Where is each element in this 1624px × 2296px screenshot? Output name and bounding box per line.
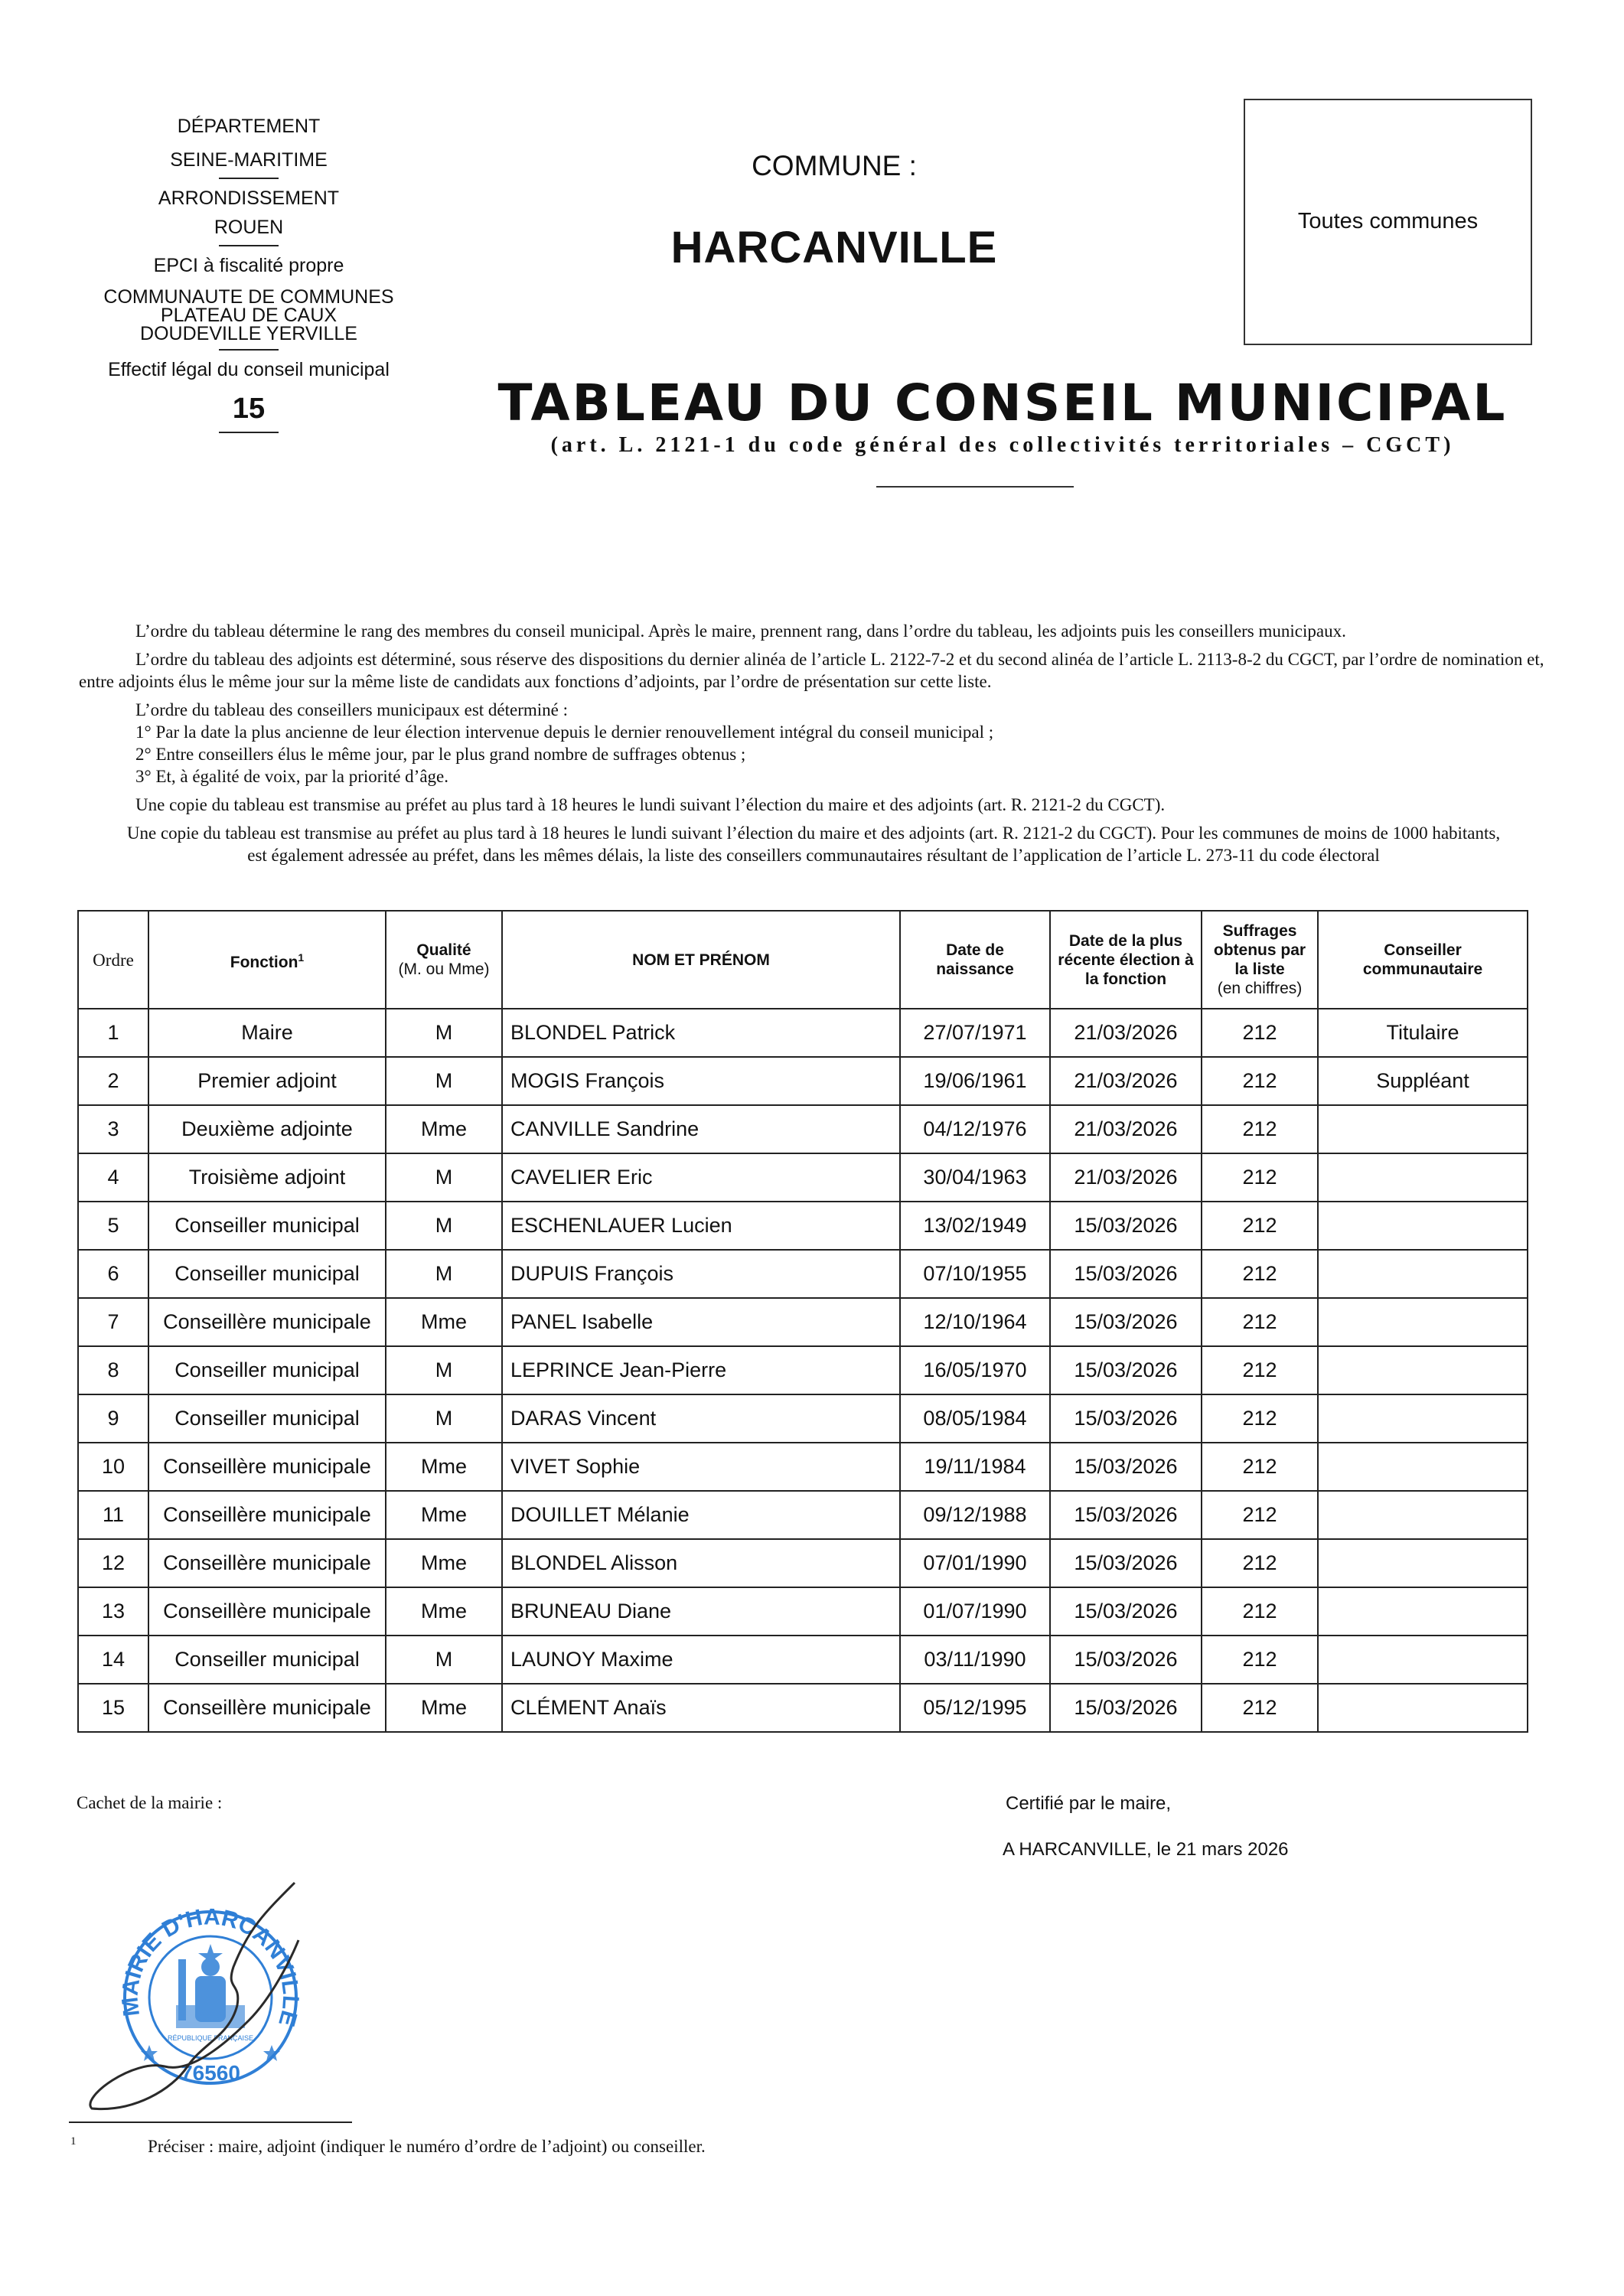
cell-fonction: Conseillère municipale xyxy=(148,1491,386,1539)
cell-qualite: Mme xyxy=(386,1491,502,1539)
table-header-row xyxy=(78,911,1528,1009)
cell-fonction: Conseiller municipal xyxy=(148,1394,386,1443)
header-fonction: Fonction$^1$ xyxy=(148,911,386,1009)
cell-communautaire xyxy=(1318,1202,1528,1250)
cell-ordre: 12 xyxy=(78,1539,148,1587)
cell-communautaire xyxy=(1318,1491,1528,1539)
intro-paragraph: L’ordre du tableau détermine le rang des membres du conseil municipal. Après le maire, prennent rang, dans l’ordre du tableau, les adjoints puis les conseillers municipaux. xyxy=(135,621,1346,641)
cell-fonction: Conseillère municipale xyxy=(148,1587,386,1636)
svg-text:RÉPUBLIQUE FRANÇAISE: RÉPUBLIQUE FRANÇAISE xyxy=(167,2034,254,2042)
cell-ordre: 1 xyxy=(78,1009,148,1057)
cell-election: 15/03/2026 xyxy=(1050,1298,1202,1346)
table-row xyxy=(78,1153,1528,1202)
cell-qualite: M xyxy=(386,1202,502,1250)
cell-suffrages: 212 xyxy=(1202,1539,1318,1587)
cell-communautaire xyxy=(1318,1394,1528,1443)
table-row xyxy=(78,1491,1528,1539)
intro-text xyxy=(79,620,1548,872)
cell-ordre: 11 xyxy=(78,1491,148,1539)
cell-qualite: Mme xyxy=(386,1539,502,1587)
cell-ordre: 3 xyxy=(78,1105,148,1153)
table-row xyxy=(78,1298,1528,1346)
epci-line: COMMUNAUTE DE COMMUNES xyxy=(103,286,394,308)
epci-label: EPCI à fiscalité propre xyxy=(153,255,344,276)
cell-suffrages: 212 xyxy=(1202,1394,1318,1443)
document-title: TABLEAU DU CONSEIL MUNICIPAL xyxy=(497,373,1508,432)
cell-ordre: 10 xyxy=(78,1443,148,1491)
cell-qualite: M xyxy=(386,1636,502,1684)
cell-communautaire xyxy=(1318,1105,1528,1153)
cell-election: 21/03/2026 xyxy=(1050,1105,1202,1153)
cell-fonction: Conseiller municipal xyxy=(148,1636,386,1684)
cell-naissance: 03/11/1990 xyxy=(900,1636,1050,1684)
cell-communautaire xyxy=(1318,1346,1528,1394)
ordering-rules xyxy=(79,699,1548,788)
cell-suffrages: 212 xyxy=(1202,1346,1318,1394)
document-subtitle: (art. L. 2121-1 du code général des collectivités territoriales – CGCT) xyxy=(550,433,1455,457)
cell-communautaire xyxy=(1318,1636,1528,1684)
cell-nom: BRUNEAU Diane xyxy=(502,1587,900,1636)
ordering-rule: 1° Par la date la plus ancienne de leur élection intervenue depuis le dernier renouvellement intégral du conseil municipal ; xyxy=(135,722,994,742)
departement-label: DÉPARTEMENT xyxy=(177,116,321,137)
svg-text:76560: 76560 xyxy=(181,2061,240,2085)
table-row xyxy=(78,1443,1528,1491)
commune-label: COMMUNE : xyxy=(752,150,917,181)
cell-election: 21/03/2026 xyxy=(1050,1009,1202,1057)
intro-paragraph: Une copie du tableau est transmise au préfet au plus tard à 18 heures le lundi suivant l’élection du maire et des adjoints (art. R. 2121-2 du CGCT). Pour les communes de moins de 1000 habitants, est également adressée au préfet, dans les mêmes délais, la liste des conseillers communautaires résultant de l’application de l’article L. 273-11 du code électoral xyxy=(126,823,1501,865)
table-row xyxy=(78,1539,1528,1587)
cell-suffrages: 212 xyxy=(1202,1202,1318,1250)
cell-election: 15/03/2026 xyxy=(1050,1443,1202,1491)
administrative-header xyxy=(77,115,421,441)
cell-naissance: 13/02/1949 xyxy=(900,1202,1050,1250)
cell-fonction: Maire xyxy=(148,1009,386,1057)
header-ordre: Ordre xyxy=(78,911,148,1009)
council-table xyxy=(77,910,1528,1733)
divider xyxy=(219,178,279,179)
cell-suffrages: 212 xyxy=(1202,1636,1318,1684)
cell-suffrages: 212 xyxy=(1202,1153,1318,1202)
cell-naissance: 07/10/1955 xyxy=(900,1250,1050,1298)
intro-paragraph: Une copie du tableau est transmise au préfet au plus tard à 18 heures le lundi suivant l’élection du maire et des adjoints (art. R. 2121-2 du CGCT). xyxy=(135,795,1166,814)
cell-fonction: Premier adjoint xyxy=(148,1057,386,1105)
arrondissement-label: ARRONDISSEMENT xyxy=(158,188,340,209)
cell-fonction: Conseillère municipale xyxy=(148,1539,386,1587)
departement-value: SEINE-MARITIME xyxy=(170,149,328,171)
table-row xyxy=(78,1009,1528,1057)
cell-election: 15/03/2026 xyxy=(1050,1346,1202,1394)
table-row xyxy=(78,1105,1528,1153)
table-row xyxy=(78,1587,1528,1636)
table-row xyxy=(78,1636,1528,1684)
header-suffrages: Suffrages obtenus par la liste (en chiffres) xyxy=(1202,911,1318,1009)
cell-qualite: M xyxy=(386,1009,502,1057)
cell-communautaire xyxy=(1318,1443,1528,1491)
cachet-label: Cachet de la mairie : xyxy=(77,1793,223,1812)
cell-nom: CLÉMENT Anaïs xyxy=(502,1684,900,1732)
cell-naissance: 01/07/1990 xyxy=(900,1587,1050,1636)
cell-qualite: Mme xyxy=(386,1587,502,1636)
cell-naissance: 19/11/1984 xyxy=(900,1443,1050,1491)
cell-nom: DUPUIS François xyxy=(502,1250,900,1298)
cell-nom: MOGIS François xyxy=(502,1057,900,1105)
cell-election: 15/03/2026 xyxy=(1050,1684,1202,1732)
cell-naissance: 12/10/1964 xyxy=(900,1298,1050,1346)
cell-nom: CANVILLE Sandrine xyxy=(502,1105,900,1153)
cell-fonction: Deuxième adjointe xyxy=(148,1105,386,1153)
cell-ordre: 6 xyxy=(78,1250,148,1298)
cell-nom: BLONDEL Alisson xyxy=(502,1539,900,1587)
cell-ordre: 4 xyxy=(78,1153,148,1202)
cell-communautaire xyxy=(1318,1153,1528,1202)
cell-qualite: M xyxy=(386,1346,502,1394)
footnote-text: Préciser : maire, adjoint (indiquer le numéro d’ordre de l’adjoint) ou conseiller. xyxy=(148,2137,706,2156)
cell-ordre: 5 xyxy=(78,1202,148,1250)
svg-text:MAIRIE D'HARCANVILLE: MAIRIE D'HARCANVILLE xyxy=(117,1904,304,2030)
cell-nom: LAUNOY Maxime xyxy=(502,1636,900,1684)
certification-label: Certifié par le maire, xyxy=(1006,1793,1172,1814)
table-row xyxy=(78,1057,1528,1105)
cell-nom: DOUILLET Mélanie xyxy=(502,1491,900,1539)
cell-fonction: Conseiller municipal xyxy=(148,1346,386,1394)
cell-suffrages: 212 xyxy=(1202,1057,1318,1105)
table-row xyxy=(78,1684,1528,1732)
header-communautaire: Conseiller communautaire xyxy=(1318,911,1528,1009)
intro-paragraph: L’ordre du tableau des adjoints est déterminé, sous réserve des dispositions du dernier alinéa de l’article L. 2122-7-2 et du second alinéa de l’article L. 2113-8-2 du CGCT, par l’ordre de nomination et, entre adjoints élus le même jour sur la même liste de candidats aux fonctions d’adjoints, par l’ordre de présentation sur cette liste. xyxy=(79,650,1544,691)
table-row xyxy=(78,1394,1528,1443)
divider xyxy=(219,349,279,351)
cell-fonction: Conseiller municipal xyxy=(148,1250,386,1298)
cell-qualite: M xyxy=(386,1057,502,1105)
cell-suffrages: 212 xyxy=(1202,1105,1318,1153)
cell-nom: ESCHENLAUER Lucien xyxy=(502,1202,900,1250)
cell-election: 15/03/2026 xyxy=(1050,1539,1202,1587)
cell-nom: LEPRINCE Jean-Pierre xyxy=(502,1346,900,1394)
ordering-rules-intro: L’ordre du tableau des conseillers municipaux est déterminé : xyxy=(135,700,569,719)
cell-nom: VIVET Sophie xyxy=(502,1443,900,1491)
cell-naissance: 07/01/1990 xyxy=(900,1539,1050,1587)
cell-fonction: Troisième adjoint xyxy=(148,1153,386,1202)
cell-fonction: Conseillère municipale xyxy=(148,1298,386,1346)
cell-communautaire xyxy=(1318,1250,1528,1298)
divider xyxy=(219,245,279,246)
cell-qualite: Mme xyxy=(386,1684,502,1732)
header-naissance: Date de naissance xyxy=(900,911,1050,1009)
cell-election: 21/03/2026 xyxy=(1050,1057,1202,1105)
cell-election: 15/03/2026 xyxy=(1050,1636,1202,1684)
table-row xyxy=(78,1346,1528,1394)
council-table-wrapper xyxy=(77,910,1527,1733)
divider xyxy=(219,432,279,433)
cell-communautaire: Suppléant xyxy=(1318,1057,1528,1105)
effectif-label: Effectif légal du conseil municipal xyxy=(108,359,390,380)
cell-election: 15/03/2026 xyxy=(1050,1491,1202,1539)
cell-ordre: 15 xyxy=(78,1684,148,1732)
arrondissement-value: ROUEN xyxy=(214,217,284,238)
ordering-rule: 3° Et, à égalité de voix, par la priorité d’âge. xyxy=(135,767,448,786)
cell-suffrages: 212 xyxy=(1202,1587,1318,1636)
cell-communautaire xyxy=(1318,1539,1528,1587)
cell-ordre: 8 xyxy=(78,1346,148,1394)
cell-suffrages: 212 xyxy=(1202,1443,1318,1491)
mairie-stamp-icon xyxy=(88,1867,310,2120)
cell-ordre: 7 xyxy=(78,1298,148,1346)
cell-naissance: 19/06/1961 xyxy=(900,1057,1050,1105)
cell-communautaire: Titulaire xyxy=(1318,1009,1528,1057)
cell-election: 15/03/2026 xyxy=(1050,1250,1202,1298)
header-nom: NOM ET PRÉNOM xyxy=(502,911,900,1009)
cell-suffrages: 212 xyxy=(1202,1684,1318,1732)
cell-naissance: 08/05/1984 xyxy=(900,1394,1050,1443)
place-date: A HARCANVILLE, le 21 mars 2026 xyxy=(1003,1839,1289,1860)
cell-nom: BLONDEL Patrick xyxy=(502,1009,900,1057)
footnote-divider xyxy=(69,2122,352,2123)
commune-name: HARCANVILLE xyxy=(670,223,998,272)
cell-qualite: M xyxy=(386,1250,502,1298)
cell-naissance: 09/12/1988 xyxy=(900,1491,1050,1539)
effectif-value: 15 xyxy=(232,393,266,425)
table-row xyxy=(78,1202,1528,1250)
cell-naissance: 30/04/1963 xyxy=(900,1153,1050,1202)
cell-qualite: Mme xyxy=(386,1105,502,1153)
cell-election: 15/03/2026 xyxy=(1050,1394,1202,1443)
cell-nom: DARAS Vincent xyxy=(502,1394,900,1443)
cell-communautaire xyxy=(1318,1684,1528,1732)
epci-line: DOUDEVILLE YERVILLE xyxy=(140,323,357,344)
epci-line: PLATEAU DE CAUX xyxy=(160,305,338,326)
cell-communautaire xyxy=(1318,1587,1528,1636)
cell-qualite: Mme xyxy=(386,1443,502,1491)
cell-qualite: M xyxy=(386,1153,502,1202)
cell-fonction: Conseillère municipale xyxy=(148,1443,386,1491)
header-election: Date de la plus récente élection à la fonction xyxy=(1050,911,1202,1009)
cell-election: 21/03/2026 xyxy=(1050,1153,1202,1202)
cell-fonction: Conseiller municipal xyxy=(148,1202,386,1250)
footnote-ref: 1 xyxy=(298,951,305,964)
cell-suffrages: 212 xyxy=(1202,1250,1318,1298)
cell-ordre: 2 xyxy=(78,1057,148,1105)
ordering-rule: 2° Entre conseillers élus le même jour, par le plus grand nombre de suffrages obtenus ; xyxy=(135,745,746,764)
council-table-body xyxy=(78,1009,1528,1732)
cell-qualite: M xyxy=(386,1394,502,1443)
cell-communautaire xyxy=(1318,1298,1528,1346)
cell-ordre: 9 xyxy=(78,1394,148,1443)
cell-naissance: 16/05/1970 xyxy=(900,1346,1050,1394)
cell-suffrages: 212 xyxy=(1202,1009,1318,1057)
cell-nom: CAVELIER Eric xyxy=(502,1153,900,1202)
cell-naissance: 05/12/1995 xyxy=(900,1684,1050,1732)
cell-election: 15/03/2026 xyxy=(1050,1202,1202,1250)
cell-fonction: Conseillère municipale xyxy=(148,1684,386,1732)
cell-naissance: 27/07/1971 xyxy=(900,1009,1050,1057)
cell-suffrages: 212 xyxy=(1202,1298,1318,1346)
cell-suffrages: 212 xyxy=(1202,1491,1318,1539)
title-divider xyxy=(876,486,1074,488)
header-qualite: Qualité (M. ou Mme) xyxy=(386,911,502,1009)
commune-type-label: Toutes communes xyxy=(1297,209,1479,233)
footnote-number: 1 xyxy=(70,2135,77,2148)
cell-election: 15/03/2026 xyxy=(1050,1587,1202,1636)
cell-qualite: Mme xyxy=(386,1298,502,1346)
table-row xyxy=(78,1250,1528,1298)
cell-ordre: 13 xyxy=(78,1587,148,1636)
cell-nom: PANEL Isabelle xyxy=(502,1298,900,1346)
cell-ordre: 14 xyxy=(78,1636,148,1684)
commune-type-box xyxy=(1244,99,1532,345)
cell-naissance: 04/12/1976 xyxy=(900,1105,1050,1153)
